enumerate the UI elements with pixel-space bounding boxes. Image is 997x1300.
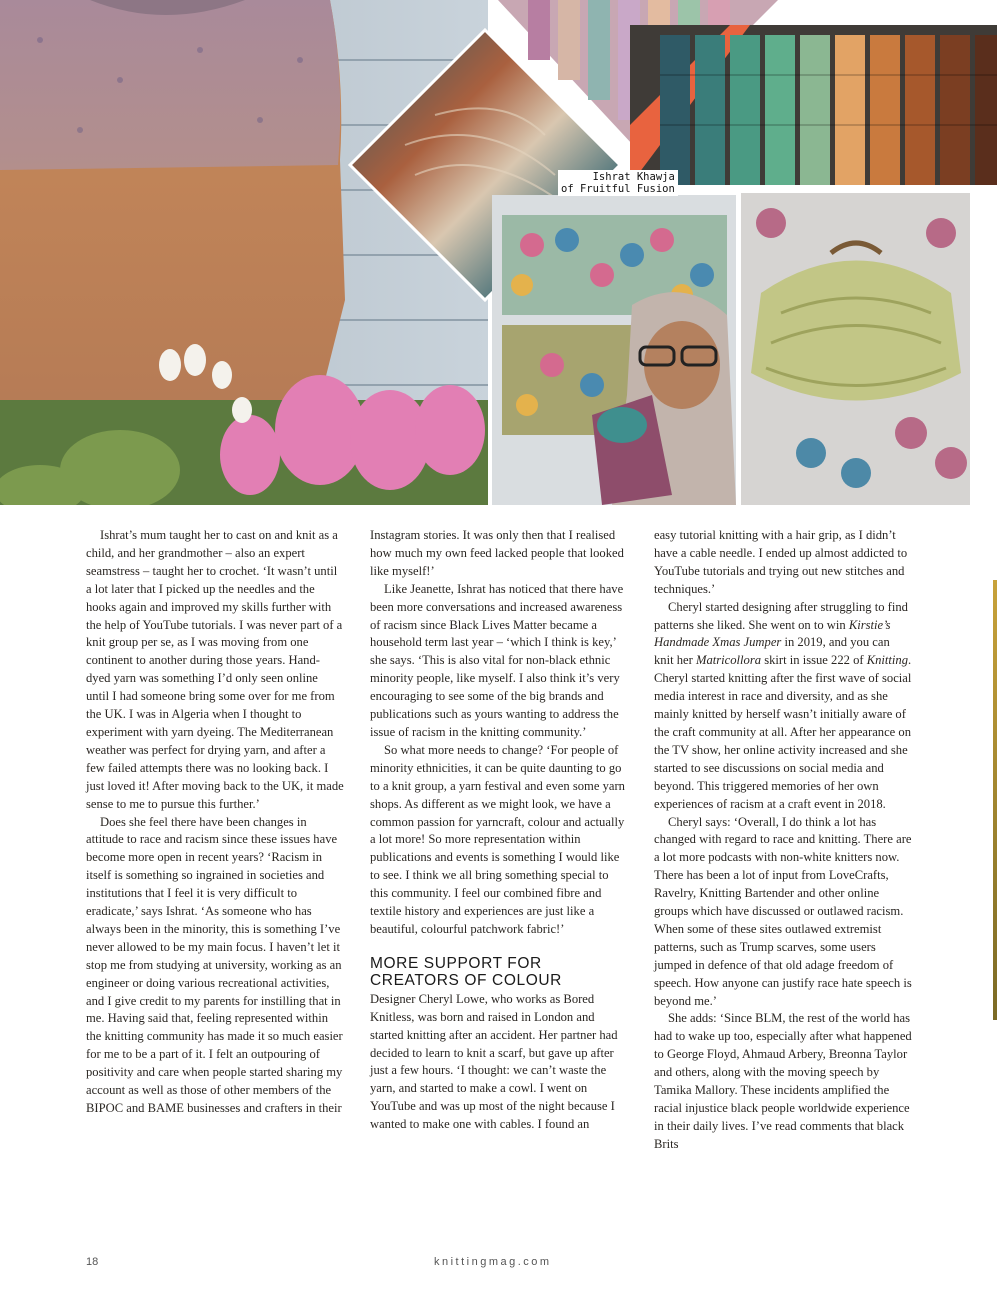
- caption-name: Ishrat Khawja: [592, 171, 675, 183]
- italic-title: Kirstie’s Handmade Xmas Jumper: [654, 617, 891, 650]
- italic-title: Knitting: [866, 653, 909, 668]
- column-3: [654, 527, 912, 1154]
- photo-caption: [558, 170, 678, 196]
- text-run: skirt in issue 222 of: [761, 653, 867, 668]
- portrait-photo: [492, 195, 736, 505]
- caption-business: of Fruitful Fusion: [561, 183, 675, 195]
- page-edge-strip: [993, 580, 997, 1020]
- italic-title: Matricollora: [695, 653, 762, 668]
- page-number: 18: [86, 1256, 99, 1268]
- text-run: in 2019, and you can knit her: [654, 635, 890, 668]
- column-1: [86, 527, 344, 1118]
- paragraph: Does she feel there have been changes in attitude to race and racism since these issues have become more open in recent years? ‘Racism in itself is something so ingrained in societies and institutions that I feel it is very difficult to eradicate,’ says Ishrat. ‘As someone who has always been in the minority, this is something I’ve never allowed to be my main focus. I haven’t let it stop me from studying at university, working as an engineer or doing various recreational activities, and I give credit to my parents for instilling that in me. Having said that, feeling represented within the knitting community has made it so much easier for me to be a part of it. I felt an outpouring of positivity and care when people started sharing my account as well as those of other members of the BIPOC and BAME businesses and crafters in their: [86, 814, 343, 1115]
- text-run: Cheryl started designing after struggling to find patterns she liked. She went on to win: [654, 599, 908, 632]
- paragraph: So what more needs to change? ‘For people of minority ethnicities, it can be quite daunting to go to a knit group, a yarn festival and even some yarn shops. As different as we might look, we have a common passion for yarncraft, colour and actually a lot more! So more representation within publications and events is something I would like to see. I think we all bring something special to this community. I feel our combined fibre and textile history and experiences are just like a beautiful, colourful patchwork fabric!’: [370, 742, 625, 936]
- cowl-photo: [741, 193, 970, 505]
- website-footer: knittingmag.com: [434, 1256, 552, 1268]
- paragraph: Like Jeanette, Ishrat has noticed that there have been more conversations and increased awareness of racism since Black Lives Matter became a household term last year – ‘which I think is key,’ she says. ‘This is also vital for non-black ethnic minority people, like myself. I also think it’s very encouraging to see some of the big brands and publications such as yours wanting to address the issue of racism in the knitting community.’: [370, 581, 624, 739]
- paragraph: Designer Cheryl Lowe, who works as Bored Knitless, was born and raised in London and started knitting after an accident. Her partner had decided to learn to knit a scarf, but gave up after just a few hours. ‘I thought: we can’t waste the yarn, and started to make a cowl. I went on YouTube and was up most of the night because I wanted to make one with cables. I found an: [370, 991, 618, 1132]
- paragraph: Ishrat’s mum taught her to cast on and knit as a child, and her grandmother – also an expert seamstress – taught her to crochet. ‘It wasn’t until a lot later that I picked up the needles and the hooks again and improved my skills further with the help of YouTube tutorials. I was never part of a knit group per se, as I was moving from one continent to another during those years. Hand-dyed yarn was something I’d only seen online until I had someone bring some over for me from the UK. I was in Algeria when I thought to experiment with yarn dyeing. The Mediterranean weather was perfect for drying yarn, and after a few failed attempts there was no looking back. I just loved it! After moving back to the UK, it made sense to me to pursue this further.’: [86, 528, 344, 811]
- section-heading: MORE SUPPORT FOR CREATORS OF COLOUR: [370, 954, 562, 989]
- paragraph: She adds: ‘Since BLM, the rest of the world has had to wake up too, especially after what happened to George Floyd, Ahmaud Arbery, Breonna Taylor and others, along with the moving speech by Tamika Mallory. These incidents amplified the racial injustice black people worldwide experience in their daily lives. I’ve read comments that black Brits: [654, 1011, 912, 1151]
- paragraph: Cheryl says: ‘Overall, I do think a lot has changed with regard to race and knitting. There are a lot more podcasts with non-white knitters now. There has been a lot of input from LoveCrafts, Ravelry, Knitting Bartender and other online groups which have discussed or outlawed racism. When some of these sites outlawed extremist patterns, such as Trump scarves, some users jumped in defence of that old adage freedom of speech. How anyone can justify race hate speech is beyond me.’: [654, 814, 912, 1008]
- paragraph: easy tutorial knitting with a hair grip, as I didn’t have a cable needle. I ended up almost addicted to YouTube tutorials and trying out new stitches and techniques.’: [654, 528, 908, 596]
- column-2: [370, 527, 628, 1134]
- paragraph: [654, 599, 912, 814]
- paragraph: Instagram stories. It was only then that I realised how much my own feed lacked people that looked like myself!’: [370, 528, 624, 578]
- gradient-skeins-photo: [630, 25, 997, 185]
- text-run: . Cheryl started knitting after the first wave of social media interest in race and diversity, and as she mainly knitted by herself wasn’t initially aware of the craft community at all. After her appearance on the TV show, her online activity increased and she started to see discussions on social media and beyond. This triggered memories of her own experiences of racism at a craft event in 2018.: [654, 653, 912, 811]
